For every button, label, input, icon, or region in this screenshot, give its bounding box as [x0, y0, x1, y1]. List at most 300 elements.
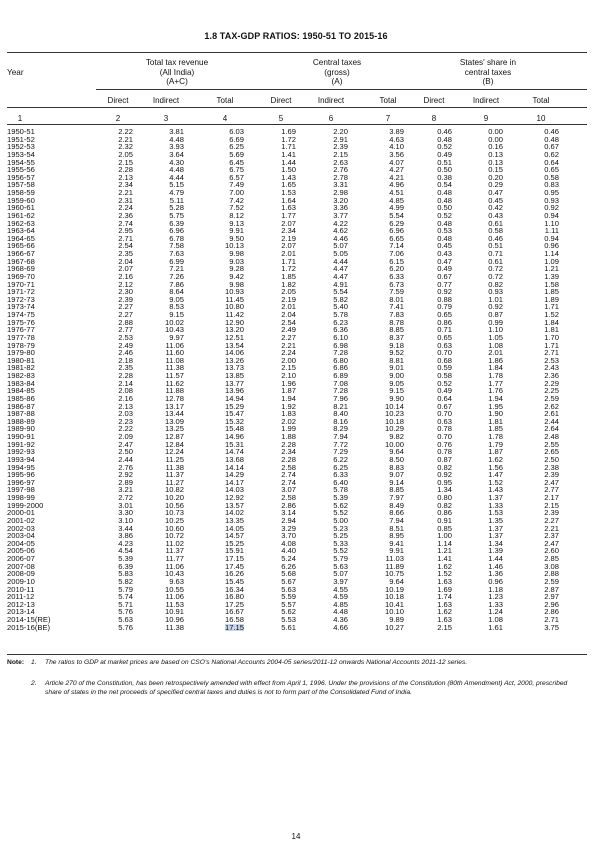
- value-cell: 3.07: [281, 485, 296, 495]
- value-cell: 1.76: [488, 386, 503, 396]
- value-cell: 5.78: [333, 310, 348, 319]
- value-cell: 2.49: [118, 340, 133, 350]
- value-cell: 11.45: [225, 294, 244, 304]
- value-cell: 1.71: [281, 142, 296, 152]
- value-cell: 4.10: [389, 142, 404, 152]
- value-cell: 1.44: [488, 554, 503, 563]
- table-row: [0, 578, 592, 586]
- value-cell: 10.56: [164, 500, 184, 510]
- value-cell: 11.02: [165, 538, 184, 548]
- value-cell: 5.25: [333, 531, 348, 541]
- value-cell: 0.46: [488, 233, 503, 243]
- value-cell: 2.21: [544, 523, 559, 533]
- table-row: [0, 189, 592, 197]
- value-cell: 8.81: [389, 355, 404, 365]
- year-cell: 1963-64: [7, 226, 35, 236]
- value-cell: 11.37: [165, 470, 184, 480]
- value-cell: 2.94: [281, 515, 296, 525]
- value-cell: 13.68: [224, 454, 244, 464]
- table-row: [0, 486, 592, 494]
- table-row: [0, 471, 592, 479]
- value-cell: 10.29: [384, 424, 404, 434]
- year-cell: 2002-03: [7, 523, 35, 533]
- value-cell: 11.62: [165, 378, 184, 388]
- year-cell: 1982-83: [7, 371, 35, 380]
- value-cell: 0.51: [488, 241, 503, 251]
- value-cell: 0.67: [437, 401, 452, 411]
- table-row: [0, 159, 592, 167]
- value-cell: 1.78: [488, 371, 503, 380]
- value-cell: 7.41: [389, 302, 404, 312]
- value-cell: 2.91: [333, 134, 348, 144]
- value-cell: 0.63: [437, 340, 452, 350]
- value-cell: 0.48: [437, 218, 452, 228]
- value-cell: 0.82: [437, 462, 452, 472]
- value-cell: 2.65: [544, 447, 559, 457]
- value-cell: 1.63: [437, 599, 452, 609]
- value-cell: 6.33: [333, 470, 348, 480]
- value-cell: 2.17: [544, 493, 559, 502]
- value-cell: 12.51: [224, 332, 244, 342]
- value-cell: 9.90: [389, 393, 404, 403]
- value-cell: 14.57: [224, 531, 244, 541]
- value-cell: 17.15: [224, 622, 244, 632]
- value-cell: 2.76: [118, 462, 133, 472]
- value-cell: 12.24: [164, 447, 184, 457]
- year-cell: 1973-74: [7, 302, 35, 312]
- value-cell: 1.69: [437, 584, 452, 594]
- value-cell: 3.86: [118, 531, 133, 541]
- column-number-7: 7: [385, 114, 391, 123]
- value-cell: 2.59: [544, 576, 559, 586]
- value-cell: 2.22: [118, 424, 133, 434]
- value-cell: 1.18: [488, 584, 503, 594]
- value-cell: 2.37: [544, 531, 559, 541]
- value-cell: 5.24: [281, 554, 296, 563]
- value-cell: 9.98: [229, 249, 244, 258]
- subheader-8: Indirect: [472, 96, 500, 105]
- year-cell: 2001-02: [7, 515, 35, 525]
- value-cell: 8.95: [389, 531, 404, 541]
- value-cell: 0.50: [437, 165, 452, 175]
- value-cell: 2.87: [544, 584, 559, 594]
- value-cell: 2.31: [118, 195, 133, 205]
- year-cell: 1999-2000: [7, 500, 44, 510]
- value-cell: 8.50: [389, 454, 404, 464]
- value-cell: 8.78: [389, 317, 404, 327]
- value-cell: 0.49: [437, 264, 452, 274]
- value-cell: 6.39: [118, 561, 133, 571]
- value-cell: 1.10: [488, 325, 503, 335]
- value-cell: 4.07: [389, 157, 404, 167]
- value-cell: 1.78: [488, 432, 503, 441]
- table-row: [0, 242, 592, 250]
- value-cell: 2.48: [544, 432, 559, 441]
- value-cell: 2.27: [281, 332, 296, 342]
- value-cell: 5.62: [333, 500, 348, 510]
- value-cell: 13.17: [164, 401, 184, 411]
- table-row: [0, 456, 592, 464]
- value-cell: 1.96: [281, 378, 296, 388]
- page-number: 14: [291, 832, 301, 841]
- value-cell: 1.00: [437, 531, 452, 541]
- value-cell: 0.70: [437, 348, 452, 358]
- year-cell: 1987-88: [7, 409, 35, 419]
- value-cell: 2.04: [118, 256, 133, 266]
- year-cell: 1978-79: [7, 340, 35, 350]
- value-cell: 12.84: [164, 439, 184, 449]
- note-1: [7, 658, 583, 667]
- subheader-6: Total: [379, 96, 397, 105]
- value-cell: 13.54: [224, 340, 244, 350]
- column-number-5: 5: [278, 114, 284, 123]
- value-cell: 5.75: [169, 210, 184, 220]
- value-cell: 6.75: [229, 165, 244, 175]
- value-cell: 2.24: [281, 348, 296, 358]
- value-cell: 5.68: [281, 569, 296, 579]
- value-cell: 2.62: [544, 401, 559, 411]
- value-cell: 6.36: [333, 325, 348, 335]
- value-cell: 0.58: [488, 226, 503, 236]
- value-cell: 2.04: [281, 310, 296, 319]
- value-cell: 13.77: [224, 378, 244, 388]
- value-cell: 2.05: [281, 287, 296, 297]
- value-cell: 2.19: [281, 233, 296, 243]
- value-cell: 4.08: [281, 538, 296, 548]
- value-cell: 2.43: [544, 363, 559, 373]
- value-cell: 0.85: [437, 523, 452, 533]
- table-row: [0, 281, 592, 289]
- value-cell: 10.41: [384, 599, 404, 609]
- value-cell: 1.21: [437, 546, 452, 556]
- value-cell: 4.21: [389, 172, 404, 182]
- value-cell: 11.89: [385, 561, 404, 571]
- column-number-2: 2: [115, 114, 121, 123]
- table-row: [0, 357, 592, 365]
- value-cell: 6.39: [169, 218, 184, 228]
- table-row: [0, 448, 592, 456]
- value-cell: 6.45: [229, 157, 244, 167]
- table-row: [0, 608, 592, 616]
- note-2-number: 2.: [31, 680, 37, 688]
- value-cell: 2.35: [118, 249, 133, 258]
- value-cell: 8.64: [169, 287, 184, 297]
- value-cell: 7.96: [333, 393, 348, 403]
- value-cell: 2.39: [333, 142, 348, 152]
- table-row: [0, 502, 592, 510]
- value-cell: 0.95: [544, 188, 559, 197]
- year-cell: 1990-91: [7, 432, 35, 441]
- year-cell: 1995-96: [7, 470, 35, 480]
- value-cell: 0.67: [437, 271, 452, 281]
- value-cell: 2.27: [118, 310, 133, 319]
- value-cell: 12.87: [164, 432, 184, 441]
- value-cell: 1.36: [488, 569, 503, 579]
- table-row: [0, 624, 592, 632]
- value-cell: 2.47: [118, 439, 133, 449]
- value-cell: 1.83: [281, 409, 296, 419]
- year-cell: 1974-75: [7, 310, 35, 319]
- value-cell: 1.62: [437, 607, 452, 617]
- value-cell: 5.05: [333, 249, 348, 258]
- value-cell: 0.38: [437, 172, 452, 182]
- value-cell: 10.18: [384, 592, 404, 602]
- value-cell: 9.07: [389, 470, 404, 480]
- value-cell: 11.88: [165, 386, 184, 396]
- value-cell: 4.63: [389, 134, 404, 144]
- table-row: [0, 227, 592, 235]
- table-row: [0, 342, 592, 350]
- value-cell: 4.99: [389, 203, 404, 213]
- value-cell: 1.70: [544, 332, 559, 342]
- value-cell: 6.73: [389, 279, 404, 289]
- value-cell: 4.44: [169, 172, 184, 182]
- value-cell: 2.34: [118, 180, 133, 190]
- value-cell: 8.66: [389, 508, 404, 518]
- value-cell: 0.93: [544, 195, 559, 205]
- value-cell: 0.63: [437, 416, 452, 426]
- table-row: [0, 441, 592, 449]
- table-row: [0, 555, 592, 563]
- value-cell: 6.29: [389, 218, 404, 228]
- value-cell: 5.74: [118, 592, 133, 602]
- value-cell: 3.01: [118, 500, 133, 510]
- value-cell: 2.76: [333, 165, 348, 175]
- value-cell: 16.58: [224, 615, 244, 624]
- value-cell: 7.97: [389, 493, 404, 502]
- value-cell: 0.16: [488, 142, 503, 152]
- value-cell: 6.57: [229, 172, 244, 182]
- value-cell: 0.49: [437, 149, 452, 159]
- value-cell: 0.94: [544, 233, 559, 243]
- value-cell: 2.74: [118, 218, 133, 228]
- year-cell: 1996-97: [7, 477, 35, 487]
- value-cell: 9.01: [389, 363, 404, 373]
- value-cell: 0.65: [437, 310, 452, 319]
- states-share-header-line1: States' share in: [459, 58, 517, 67]
- year-cell: 2000-01: [7, 508, 35, 518]
- value-cell: 1.39: [544, 271, 559, 281]
- value-cell: 2.25: [544, 386, 559, 396]
- value-cell: 10.73: [164, 508, 184, 518]
- year-cell: 1966-67: [7, 249, 35, 258]
- table-row: [0, 425, 592, 433]
- value-cell: 2.15: [437, 622, 452, 632]
- value-cell: 7.00: [229, 188, 244, 197]
- value-cell: 13.73: [224, 363, 244, 373]
- value-cell: 2.07: [281, 241, 296, 251]
- year-cell: 1985-86: [7, 393, 35, 403]
- value-cell: 9.91: [229, 226, 244, 236]
- value-cell: 8.51: [389, 523, 404, 533]
- value-cell: 2.35: [118, 363, 133, 373]
- table-row: [0, 174, 592, 182]
- value-cell: 0.13: [488, 149, 503, 159]
- value-cell: 0.51: [437, 157, 452, 167]
- year-cell: 2013-14: [7, 607, 35, 617]
- value-cell: 1.77: [488, 378, 503, 388]
- value-cell: 6.25: [229, 142, 244, 152]
- value-cell: 14.29: [224, 470, 244, 480]
- value-cell: 5.79: [118, 584, 133, 594]
- value-cell: 2.44: [544, 416, 559, 426]
- total-tax-header-line1: Total tax revenue: [145, 58, 209, 67]
- value-cell: 2.00: [281, 355, 296, 365]
- value-cell: 15.47: [224, 409, 244, 419]
- value-cell: 2.36: [118, 210, 133, 220]
- value-cell: 2.38: [544, 462, 559, 472]
- value-cell: 10.25: [164, 515, 184, 525]
- year-header: Year: [7, 68, 24, 77]
- value-cell: 1.88: [281, 432, 296, 441]
- value-cell: 2.07: [118, 264, 133, 274]
- value-cell: 3.70: [281, 531, 296, 541]
- value-cell: 2.50: [544, 454, 559, 464]
- value-cell: 0.82: [488, 279, 503, 289]
- value-cell: 16.80: [224, 592, 244, 602]
- value-cell: 1.47: [488, 470, 503, 480]
- value-cell: 17.25: [224, 599, 244, 609]
- value-cell: 7.83: [389, 310, 404, 319]
- note-2-text: Article 270 of the Constitution, has been retrospectively amended with effect from April 1, 1996. Under the provisions of the Constitution (80th Amendment) Act, 2000, prescribed share of states in the net proceeds of specified central taxes and duties is not to form part of the Consolidated Fund of India.: [45, 680, 568, 697]
- year-cell: 2003-04: [7, 531, 35, 541]
- value-cell: 4.96: [389, 180, 404, 190]
- value-cell: 14.05: [224, 523, 244, 533]
- value-cell: 2.05: [118, 149, 133, 159]
- value-cell: 3.81: [169, 127, 184, 136]
- value-cell: 2.01: [488, 348, 503, 358]
- value-cell: 3.10: [118, 515, 133, 525]
- value-cell: 0.53: [437, 226, 452, 236]
- value-cell: 0.78: [437, 424, 452, 434]
- table-row: [0, 547, 592, 555]
- value-cell: 5.78: [333, 485, 348, 495]
- value-cell: 0.71: [437, 325, 452, 335]
- value-cell: 1.94: [488, 393, 503, 403]
- value-cell: 2.29: [544, 378, 559, 388]
- value-cell: 2.53: [118, 332, 133, 342]
- value-cell: 0.47: [488, 188, 503, 197]
- year-cell: 2006-07: [7, 554, 35, 563]
- value-cell: 2.88: [544, 569, 559, 579]
- table-row: [0, 181, 592, 189]
- value-cell: 2.08: [118, 386, 133, 396]
- group-rule: [96, 89, 587, 90]
- value-cell: 1.43: [488, 485, 503, 495]
- year-cell: 1955-56: [7, 165, 35, 175]
- value-cell: 2.74: [281, 477, 296, 487]
- value-cell: 2.15: [544, 500, 559, 510]
- value-cell: 7.06: [389, 249, 404, 258]
- value-cell: 6.69: [229, 134, 244, 144]
- value-cell: 11.03: [385, 554, 404, 563]
- value-cell: 2.01: [281, 302, 296, 312]
- value-cell: 6.22: [333, 454, 348, 464]
- value-cell: 4.23: [118, 538, 133, 548]
- table-row: [0, 593, 592, 601]
- value-cell: 2.36: [544, 371, 559, 380]
- value-cell: 10.75: [384, 569, 404, 579]
- value-cell: 12.90: [224, 317, 244, 327]
- table-row: [0, 334, 592, 342]
- central-taxes-header: [272, 58, 402, 87]
- value-cell: 2.63: [333, 157, 348, 167]
- value-cell: 2.47: [544, 538, 559, 548]
- year-cell: 1954-55: [7, 157, 35, 167]
- value-cell: 4.27: [389, 165, 404, 175]
- value-cell: 1.81: [488, 416, 503, 426]
- value-cell: 2.10: [281, 371, 296, 380]
- value-cell: 8.01: [389, 294, 404, 304]
- value-cell: 1.92: [281, 401, 296, 411]
- value-cell: 15.32: [224, 416, 244, 426]
- value-cell: 11.38: [165, 363, 184, 373]
- value-cell: 7.14: [389, 241, 404, 251]
- value-cell: 13.09: [164, 416, 184, 426]
- value-cell: 0.78: [437, 447, 452, 457]
- value-cell: 1.85: [281, 271, 296, 281]
- value-cell: 11.77: [165, 554, 184, 563]
- table-row: [0, 395, 592, 403]
- value-cell: 15.91: [224, 546, 244, 556]
- value-cell: 10.10: [384, 607, 404, 617]
- year-cell: 1957-58: [7, 180, 35, 190]
- value-cell: 10.02: [164, 317, 184, 327]
- column-number-4: 4: [222, 114, 228, 123]
- value-cell: 5.59: [281, 592, 296, 602]
- year-cell: 2007-08: [7, 561, 35, 571]
- value-cell: 5.23: [333, 523, 348, 533]
- value-cell: 5.63: [281, 584, 296, 594]
- value-cell: 1.90: [488, 409, 503, 419]
- value-cell: 1.84: [544, 317, 559, 327]
- value-cell: 0.59: [437, 363, 452, 373]
- value-cell: 1.08: [488, 615, 503, 624]
- value-cell: 2.97: [544, 592, 559, 602]
- bottom-rule: [7, 654, 587, 655]
- value-cell: 15.29: [224, 401, 244, 411]
- value-cell: 0.67: [544, 142, 559, 152]
- value-cell: 16.26: [224, 569, 244, 579]
- value-cell: 13.25: [164, 424, 184, 434]
- value-cell: 1.65: [281, 180, 296, 190]
- value-cell: 1.39: [488, 546, 503, 556]
- table-row: [0, 418, 592, 426]
- value-cell: 3.36: [333, 203, 348, 213]
- value-cell: 11.37: [165, 546, 184, 556]
- year-cell: 1976-77: [7, 325, 35, 335]
- value-cell: 1.52: [488, 477, 503, 487]
- value-cell: 2.71: [544, 615, 559, 624]
- value-cell: 0.58: [437, 371, 452, 380]
- value-cell: 1.53: [488, 508, 503, 518]
- value-cell: 2.86: [544, 607, 559, 617]
- value-cell: 1.74: [437, 592, 452, 602]
- value-cell: 1.71: [281, 256, 296, 266]
- column-number-3: 3: [163, 114, 169, 123]
- value-cell: 7.28: [333, 386, 348, 396]
- value-cell: 5.54: [333, 287, 348, 297]
- value-cell: 16.67: [224, 607, 244, 617]
- value-cell: 13.85: [224, 371, 244, 380]
- table-row: [0, 204, 592, 212]
- value-cell: 0.00: [488, 134, 503, 144]
- year-cell: 1958-59: [7, 188, 35, 197]
- value-cell: 2.01: [281, 249, 296, 258]
- value-cell: 2.27: [118, 302, 133, 312]
- table-row: [0, 265, 592, 273]
- value-cell: 4.79: [169, 188, 184, 197]
